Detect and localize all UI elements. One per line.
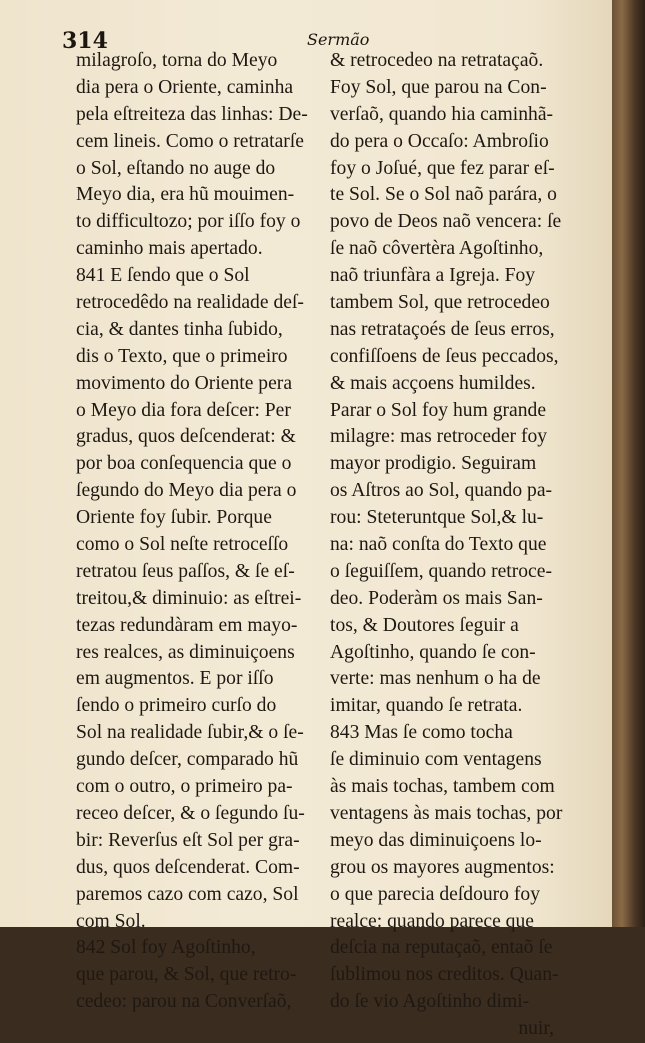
text-line: tos, & Doutores ſeguir a	[330, 614, 519, 636]
text-line: às mais tochas, tambem com	[330, 776, 555, 798]
text-line: cem lineis. Como o retratarſe	[76, 130, 304, 152]
left-text-column	[76, 48, 308, 1016]
text-line: Parar o Sol foy hum grande	[330, 399, 547, 421]
text-line: receo deſcer, & o ſegundo ſu-	[76, 802, 305, 824]
text-line: rou: Steteruntque Sol,& lu-	[330, 507, 544, 529]
text-line: nuir,	[518, 1018, 554, 1040]
text-line: cedeo: parou na Converſaõ,	[76, 991, 292, 1013]
text-line: movimento do Oriente pera	[76, 372, 293, 394]
text-line: bir: Reverſus eſt Sol per gra-	[76, 829, 300, 851]
text-line: verſaõ, quando hia caminhã-	[330, 103, 554, 125]
text-line: & mais acçoens humildes.	[330, 372, 536, 394]
text-line: ſendo o primeiro curſo do	[76, 695, 277, 717]
text-line: paremos cazo com cazo, Sol	[76, 883, 299, 905]
text-line: foy o Joſué, que fez parar eſ-	[330, 157, 555, 179]
text-line: nas retrataçoés de ſeus erros,	[330, 318, 555, 340]
text-line: Sol na realidade ſubir,& o ſe-	[76, 722, 304, 744]
text-line: grou os mayores augmentos:	[330, 856, 555, 878]
text-line: naõ triunfàra a Igreja. Foy	[330, 265, 536, 287]
text-line: ſe diminuio com ventagens	[330, 749, 542, 771]
right-text-column	[330, 48, 563, 1043]
running-title: Sermão	[307, 30, 370, 49]
text-line: retrocedêdo na realidade deſ-	[76, 292, 304, 314]
text-line: 843 Mas ſe como tocha	[330, 722, 513, 744]
text-line: dus, quos deſcenderat. Com-	[76, 856, 300, 878]
text-line: gundo deſcer, comparado hũ	[76, 749, 299, 771]
text-line: mayor prodigio. Seguiram	[330, 453, 537, 475]
text-line: que parou, & Sol, que retro-	[76, 964, 297, 986]
text-line: do ſe vio Agoſtinho dimi-	[330, 991, 530, 1013]
text-line: do pera o Occaſo: Ambroſio	[330, 130, 549, 152]
text-line: confiſſoens de ſeus peccados,	[330, 345, 559, 367]
text-line: deo. Poderàm os mais San-	[330, 587, 543, 609]
text-line: res realces, as diminuiçoens	[76, 641, 295, 663]
text-line: ſublimou nos creditos. Quan-	[330, 964, 559, 986]
text-line: caminho mais apertado.	[76, 238, 263, 260]
text-line: retratou ſeus paſſos, & ſe eſ-	[76, 560, 295, 582]
text-line: 842 Sol foy Agoſtinho,	[76, 937, 256, 959]
text-line: Meyo dia, era hũ mouimen-	[76, 184, 295, 206]
text-line: com o outro, o primeiro pa-	[76, 776, 293, 798]
text-line: o ſeguiſſem, quando retroce-	[330, 560, 552, 582]
text-line: o Meyo dia fora deſcer: Per	[76, 399, 291, 421]
text-line: milagre: mas retroceder foy	[330, 426, 548, 448]
text-line: com Sol.	[76, 910, 146, 932]
text-line: treitou,& diminuio: as eſtrei-	[76, 587, 302, 609]
text-line: Oriente foy ſubir. Porque	[76, 507, 272, 529]
text-line: verte: mas nenhum o ha de	[330, 668, 541, 690]
text-line: por boa conſequencia que o	[76, 453, 292, 475]
text-line: dia pera o Oriente, caminha	[76, 76, 294, 98]
text-line: meyo das diminuiçoens lo-	[330, 829, 542, 851]
text-line: & retrocedeo na retrataçaõ.	[330, 50, 544, 71]
text-line: tezas redundàram em mayo-	[76, 614, 298, 636]
text-line: ſe naõ côvertèra Agoſtinho,	[330, 238, 544, 260]
text-line: gradus, quos deſcenderat: &	[76, 426, 296, 448]
text-line: deſcia na reputaçaõ, entaõ ſe	[330, 937, 553, 959]
text-line: Agoſtinho, quando ſe con-	[330, 641, 536, 663]
text-line: os Aſtros ao Sol, quando pa-	[330, 480, 553, 502]
text-line: ſegundo do Meyo dia pera o	[76, 480, 297, 502]
text-line: imitar, quando ſe retrata.	[330, 695, 523, 717]
text-line: realce: quando parece que	[330, 910, 534, 932]
text-line: pela eſtreiteza das linhas: De-	[76, 103, 308, 125]
text-line: milagroſo, torna do Meyo	[76, 50, 278, 71]
text-line: o que parecia deſdouro foy	[330, 883, 541, 905]
page-number: 314	[62, 28, 108, 54]
text-line: te Sol. Se o Sol naõ parára, o	[330, 184, 557, 206]
text-line: cia, & dantes tinha ſubido,	[76, 318, 283, 340]
text-line: 841 E ſendo que o Sol	[76, 265, 250, 287]
text-line: to difficultozo; por iſſo foy o	[76, 211, 301, 233]
text-line: ventagens às mais tochas, por	[330, 802, 563, 824]
text-line: povo de Deos naõ vencera: ſe	[330, 211, 562, 233]
text-line: dis o Texto, que o primeiro	[76, 345, 288, 367]
text-line: na: naõ conſta do Texto que	[330, 534, 547, 556]
text-line: tambem Sol, que retrocedeo	[330, 292, 550, 314]
text-line: como o Sol neſte retroceſſo	[76, 534, 289, 556]
text-line: em augmentos. E por iſſo	[76, 668, 274, 690]
book-spine	[612, 0, 645, 927]
text-line: o Sol, eſtando no auge do	[76, 157, 276, 179]
text-line: Foy Sol, que parou na Con-	[330, 76, 547, 98]
